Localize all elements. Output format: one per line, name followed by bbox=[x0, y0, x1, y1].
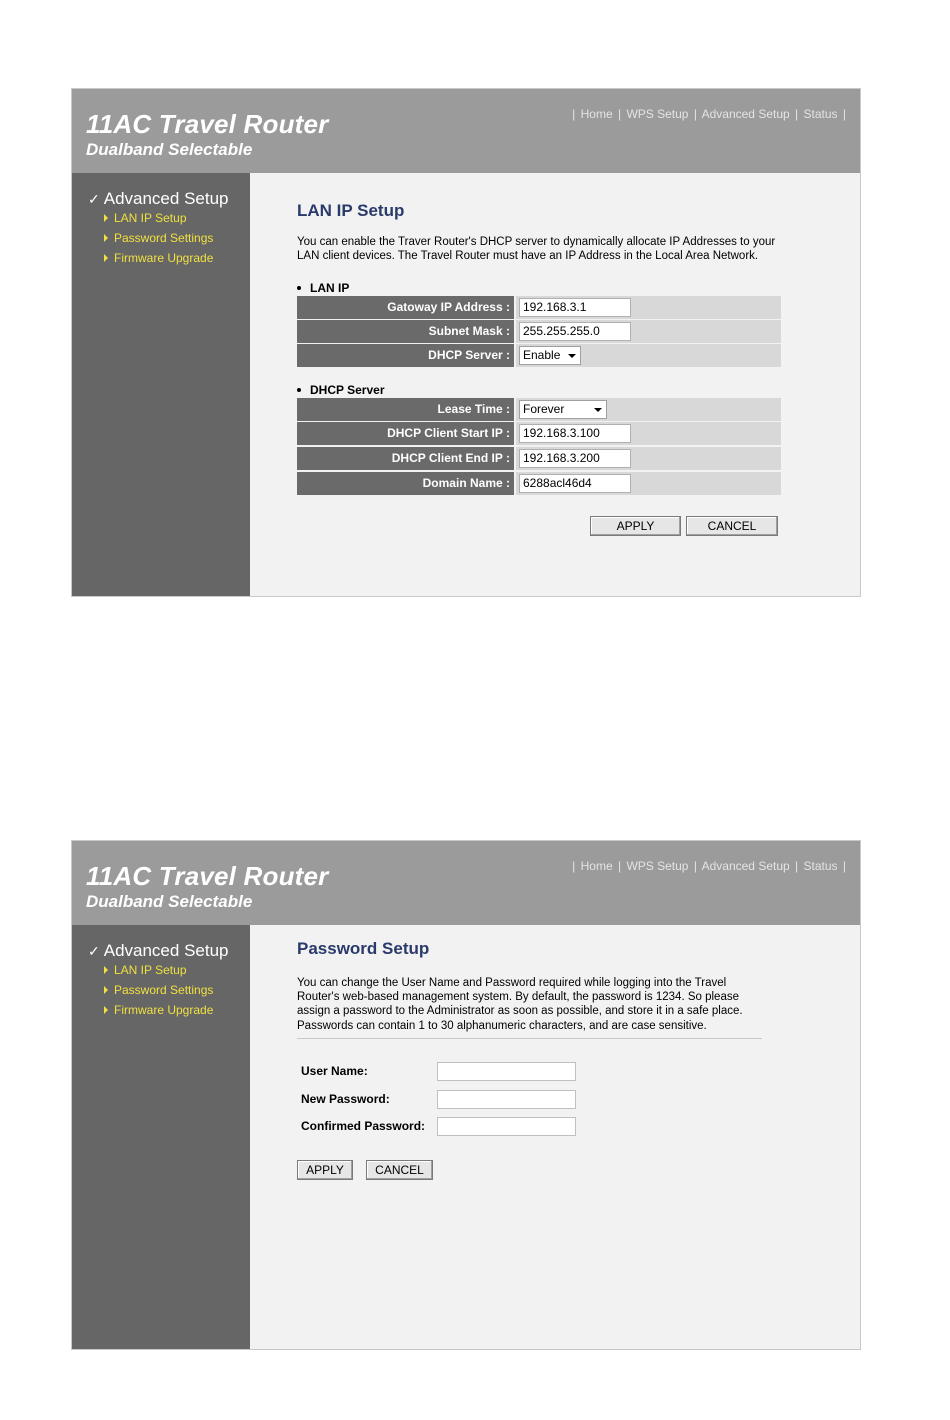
brand-subtitle: Dualband Selectable bbox=[86, 892, 253, 911]
sidebar-item-password-settings[interactable]: Password Settings bbox=[104, 231, 213, 245]
new-password-label: New Password: bbox=[301, 1092, 390, 1106]
header-bar bbox=[72, 89, 861, 173]
arrow-right-icon bbox=[104, 966, 108, 974]
sidebar bbox=[72, 925, 250, 1349]
nav-advanced-setup-link[interactable]: Advanced Setup bbox=[701, 107, 790, 121]
checkmark-icon: ✓ bbox=[88, 191, 100, 207]
user-name-label: User Name: bbox=[301, 1064, 368, 1078]
apply-button[interactable]: APPLY bbox=[297, 1160, 353, 1180]
nav-home-link[interactable]: Home bbox=[580, 859, 613, 873]
lease-time-row bbox=[297, 398, 781, 421]
nav-wps-setup-link[interactable]: WPS Setup bbox=[626, 107, 689, 121]
section-dhcp-server: DHCP Server bbox=[297, 383, 384, 397]
cancel-button[interactable]: CANCEL bbox=[686, 516, 778, 536]
top-nav: | Home | WPS Setup | Advanced Setup | Status | bbox=[572, 107, 846, 121]
dhcp-server-row bbox=[297, 344, 781, 367]
subnet-mask-input[interactable]: 255.255.255.0 bbox=[519, 322, 631, 341]
chevron-down-icon bbox=[594, 408, 602, 412]
subnet-mask-row bbox=[297, 320, 781, 343]
top-nav: | Home | WPS Setup | Advanced Setup | Status | bbox=[572, 859, 846, 873]
domain-name-row bbox=[297, 472, 781, 495]
dhcp-start-ip-row bbox=[297, 422, 781, 445]
gateway-ip-label: Gatoway IP Address : bbox=[297, 296, 514, 319]
nav-advanced-setup-link[interactable]: Advanced Setup bbox=[701, 859, 790, 873]
sidebar-title: ✓ Advanced Setup bbox=[88, 941, 229, 960]
sidebar bbox=[72, 173, 250, 596]
sidebar-item-password-settings[interactable]: Password Settings bbox=[104, 983, 213, 997]
page-title: LAN IP Setup bbox=[297, 201, 405, 220]
section-lan-ip: LAN IP bbox=[297, 281, 349, 295]
dhcp-end-ip-label: DHCP Client End IP : bbox=[297, 447, 514, 470]
arrow-right-icon bbox=[104, 234, 108, 242]
lease-time-label: Lease Time : bbox=[297, 398, 514, 421]
arrow-right-icon bbox=[104, 986, 108, 994]
nav-status-link[interactable]: Status bbox=[803, 107, 838, 121]
sidebar-item-firmware-upgrade[interactable]: Firmware Upgrade bbox=[104, 251, 213, 265]
nav-home-link[interactable]: Home bbox=[580, 107, 613, 121]
sidebar-item-firmware-upgrade[interactable]: Firmware Upgrade bbox=[104, 1003, 213, 1017]
confirmed-password-input[interactable] bbox=[437, 1117, 576, 1136]
dhcp-start-ip-input[interactable]: 192.168.3.100 bbox=[519, 424, 631, 443]
sidebar-item-lan-ip-setup[interactable]: LAN IP Setup bbox=[104, 963, 187, 977]
lan-ip-setup-screenshot bbox=[71, 88, 861, 597]
checkmark-icon: ✓ bbox=[88, 943, 100, 959]
sidebar-title: ✓ Advanced Setup bbox=[88, 189, 229, 208]
page-description: You can enable the Traver Router's DHCP server to dynamically allocate IP Addresses to your LAN client devices. The Travel Router must have an IP Address in the Local Area Network. bbox=[297, 236, 776, 263]
dhcp-start-ip-label: DHCP Client Start IP : bbox=[297, 422, 514, 445]
chevron-down-icon bbox=[568, 354, 576, 358]
domain-name-label: Domain Name : bbox=[297, 472, 514, 495]
divider bbox=[297, 1038, 762, 1039]
arrow-right-icon bbox=[104, 1006, 108, 1014]
confirmed-password-label: Confirmed Password: bbox=[301, 1119, 426, 1133]
lease-time-select[interactable]: Forever bbox=[519, 400, 607, 419]
gateway-ip-input[interactable]: 192.168.3.1 bbox=[519, 298, 631, 317]
page-title: Password Setup bbox=[297, 939, 430, 958]
cancel-button[interactable]: CANCEL bbox=[366, 1160, 433, 1180]
apply-button[interactable]: APPLY bbox=[590, 516, 681, 536]
new-password-input[interactable] bbox=[437, 1090, 576, 1109]
dhcp-server-label: DHCP Server : bbox=[297, 344, 514, 367]
brand-title: 11AC Travel Router bbox=[86, 109, 329, 139]
gateway-ip-row bbox=[297, 296, 781, 319]
arrow-right-icon bbox=[104, 254, 108, 262]
nav-status-link[interactable]: Status bbox=[803, 859, 838, 873]
user-name-input[interactable] bbox=[437, 1062, 576, 1081]
dhcp-end-ip-row bbox=[297, 447, 781, 470]
domain-name-input[interactable]: 6288acl46d4 bbox=[519, 474, 631, 493]
nav-wps-setup-link[interactable]: WPS Setup bbox=[626, 859, 689, 873]
brand-subtitle: Dualband Selectable bbox=[86, 140, 253, 159]
dhcp-server-select[interactable]: Enable bbox=[519, 346, 581, 365]
header-bar bbox=[72, 841, 861, 925]
brand-title: 11AC Travel Router bbox=[86, 861, 329, 891]
subnet-mask-label: Subnet Mask : bbox=[297, 320, 514, 343]
dhcp-end-ip-input[interactable]: 192.168.3.200 bbox=[519, 449, 631, 468]
page-description: You can change the User Name and Password required while logging into the Travel Router's web-based management system. By default, the password is 1234. So please assign a password to the Administrator as soon as possible, and store it in a safe place. Passwords can contain 1 to 30 alphanumeric characters, and are case sensitive. bbox=[297, 977, 743, 1032]
main-content bbox=[250, 925, 860, 1349]
main-content bbox=[250, 173, 860, 596]
arrow-right-icon bbox=[104, 214, 108, 222]
sidebar-item-lan-ip-setup[interactable]: LAN IP Setup bbox=[104, 211, 187, 225]
password-setup-screenshot bbox=[71, 840, 861, 1350]
